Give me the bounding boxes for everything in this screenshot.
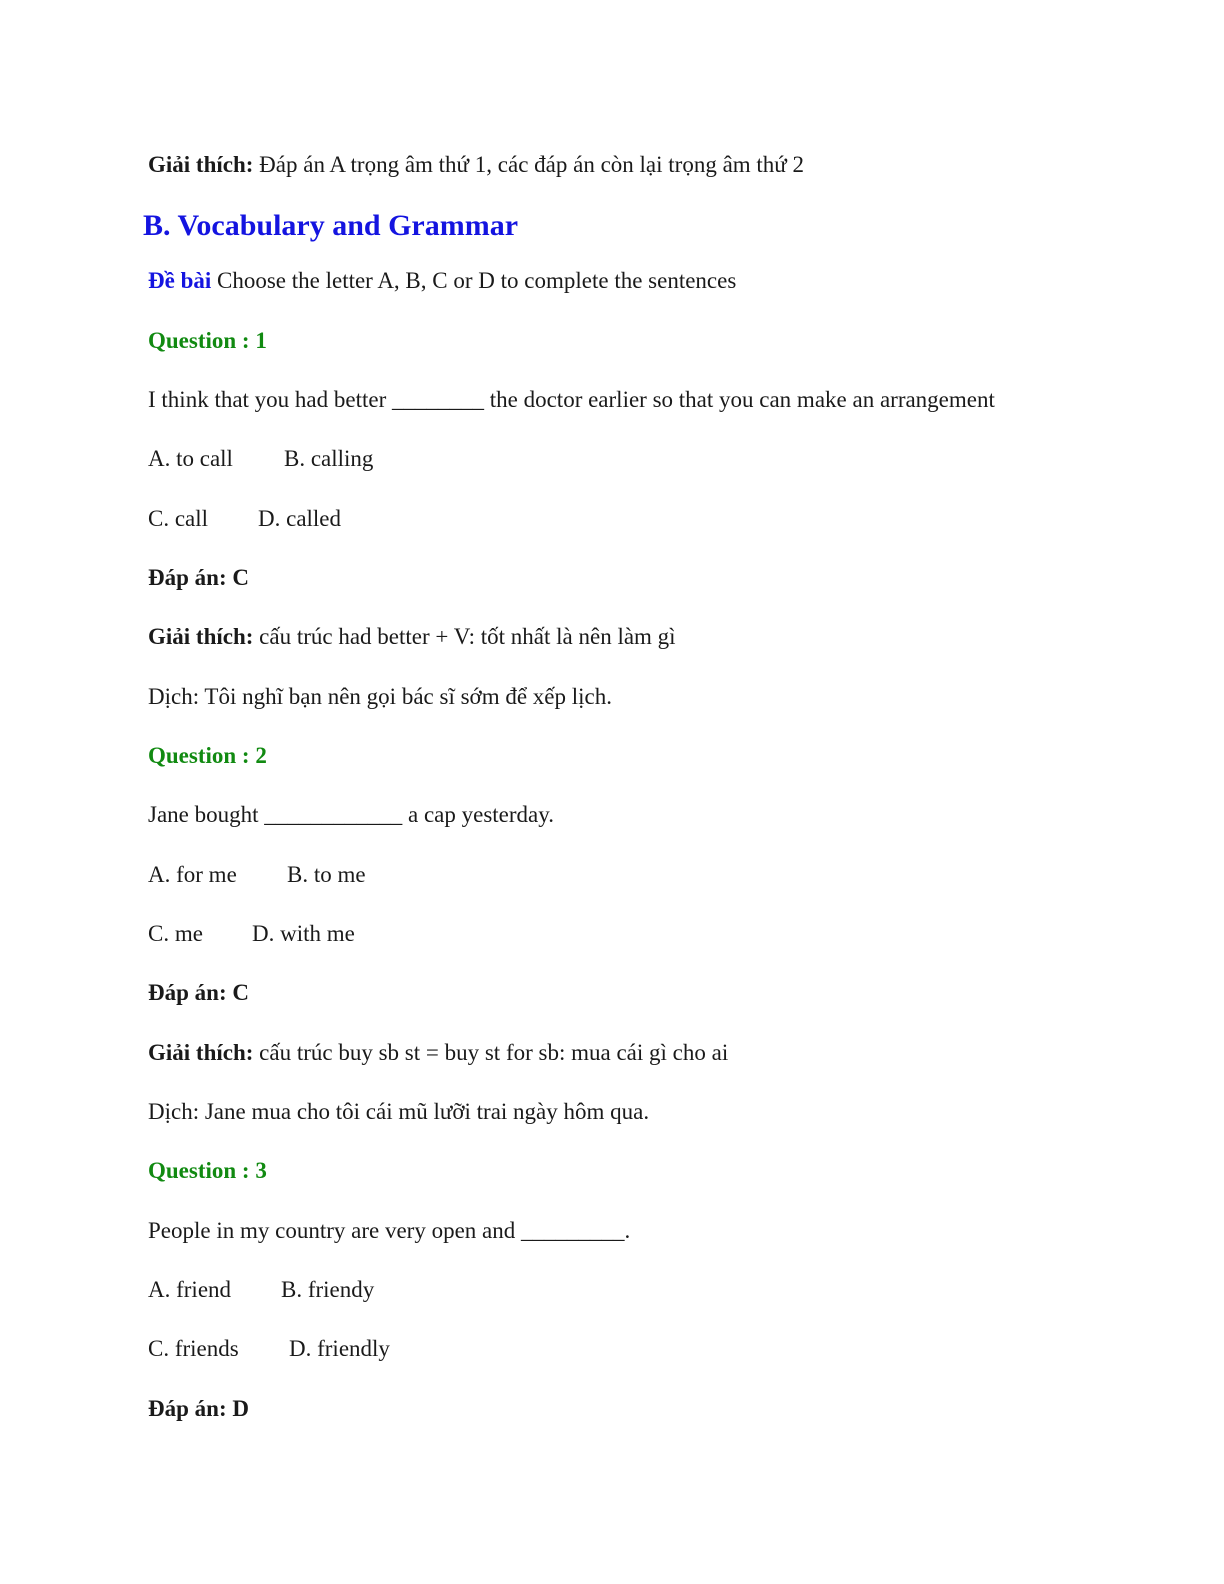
question-1-title: Question : 1 [148,328,267,353]
question-1-explanation-label: Giải thích: [148,624,254,649]
question-1-option-b: B. calling [284,446,374,471]
question-3-option-a: A. friend [148,1277,232,1302]
question-1-translation: Dịch: Tôi nghĩ bạn nên gọi bác sĩ sớm để xếp lịch. [148,684,612,709]
question-3-sentence: People in my country are very open and _________. [148,1218,631,1243]
question-1-explanation-text: cấu trúc had better + V: tốt nhất là nên làm gì [253,624,676,649]
question-2-answer: Đáp án: C [148,980,249,1005]
intro-explanation-label: Giải thích: [148,152,254,177]
question-3-option-d: D. friendly [289,1336,390,1361]
question-2-explanation [148,1038,728,1068]
intro-explanation [148,150,804,180]
question-2-explanation-label: Giải thích: [148,1040,254,1065]
question-3-title: Question : 3 [148,1158,267,1183]
question-2-options-row-2 [148,919,355,949]
task-label: Đề bài [148,268,212,293]
question-2-title: Question : 2 [148,743,267,768]
question-1-sentence: I think that you had better ________ the doctor earlier so that you can make an arrangement [148,387,995,412]
question-1-options-row-2 [148,504,341,534]
question-2-options-row-1 [148,860,366,890]
question-2-option-a: A. for me [148,862,237,887]
question-1-option-a: A. to call [148,446,233,471]
question-2-option-c: C. me [148,921,203,946]
task-instruction [148,266,736,296]
question-3-answer: Đáp án: D [148,1396,249,1421]
intro-explanation-text: Đáp án A trọng âm thứ 1, các đáp án còn lại trọng âm thứ 2 [253,152,805,177]
question-3-option-b: B. friendy [281,1277,375,1302]
question-1-option-c: C. call [148,506,209,531]
question-1-explanation [148,622,676,652]
section-heading: B. Vocabulary and Grammar [143,209,519,242]
question-1-answer: Đáp án: C [148,565,249,590]
question-1-option-d: D. called [258,506,342,531]
question-2-explanation-text: cấu trúc buy sb st = buy st for sb: mua cái gì cho ai [253,1040,729,1065]
question-2-option-d: D. with me [252,921,355,946]
question-3-option-c: C. friends [148,1336,239,1361]
question-1-options-row-1 [148,444,373,474]
question-2-translation: Dịch: Jane mua cho tôi cái mũ lưỡi trai ngày hôm qua. [148,1099,650,1124]
question-3-options-row-2 [148,1334,390,1364]
task-text: Choose the letter A, B, C or D to complete the sentences [211,268,737,293]
question-2-option-b: B. to me [287,862,366,887]
question-3-options-row-1 [148,1275,374,1305]
question-2-sentence: Jane bought ____________ a cap yesterday. [148,802,555,827]
